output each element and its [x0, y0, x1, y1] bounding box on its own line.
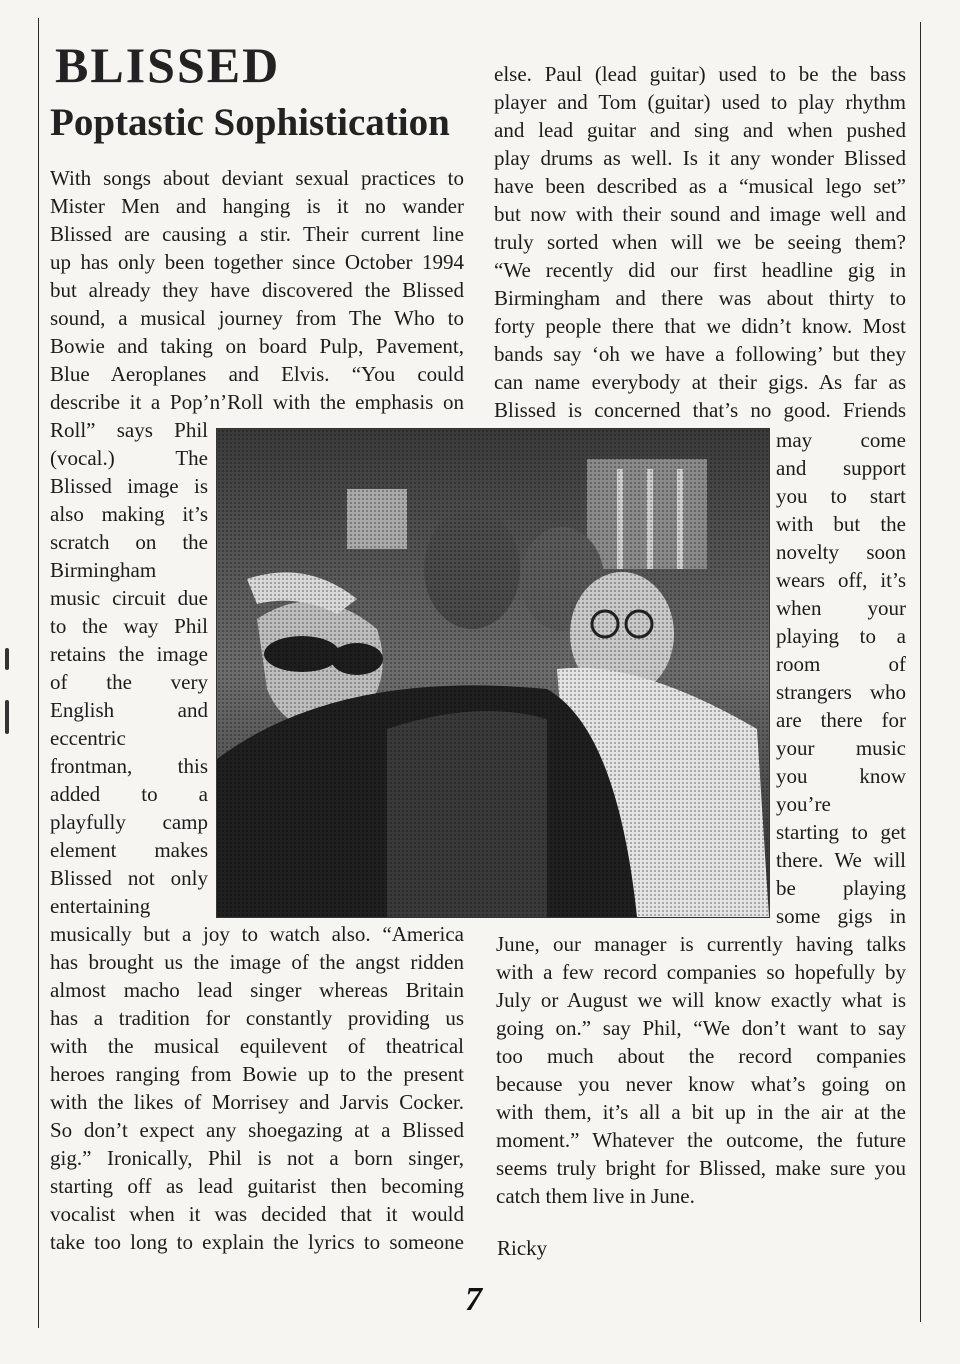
text-line: can name everybody at their gigs. As far as	[494, 370, 906, 394]
text-line: starting to get	[776, 820, 906, 844]
text-line: also making it’s	[50, 502, 208, 526]
text-line: you’re	[776, 792, 831, 816]
text-line: English and	[50, 698, 208, 722]
text-line: when your	[776, 596, 906, 620]
text-line: Blissed is concerned that’s no good. Friends	[494, 398, 906, 422]
text-line: forty people there that we didn’t know. Most	[494, 314, 906, 338]
text-line: June, our manager is currently having talks	[496, 932, 906, 956]
page-number: 7	[465, 1281, 482, 1318]
text-line: playing to a	[776, 624, 906, 648]
text-line: (vocal.) The	[50, 446, 208, 470]
text-line: scratch on the	[50, 530, 208, 554]
text-line: you to start	[776, 484, 906, 508]
text-line: Blissed not only	[50, 866, 208, 890]
text-line: but already they have discovered the Blissed	[50, 278, 464, 302]
text-line: So don’t expect any shoegazing at a Blissed	[50, 1118, 464, 1142]
text-line: bands say ‘oh we have a following’ but they	[494, 342, 906, 366]
text-line: of the very	[50, 670, 208, 694]
text-line: may come	[776, 428, 906, 452]
text-line: entertaining	[50, 894, 151, 918]
text-line: Mister Men and hanging is it no wander	[50, 194, 464, 218]
text-line: moment.” Whatever the outcome, the future	[496, 1128, 906, 1152]
text-line: playfully camp	[50, 810, 208, 834]
text-line: up has only been together since October 1994	[50, 250, 464, 274]
text-line: gig.” Ironically, Phil is not a born singer,	[50, 1146, 464, 1170]
text-line: are there for	[776, 708, 906, 732]
page-border-left	[38, 18, 39, 1328]
text-line: wears off, it’s	[776, 568, 906, 592]
text-line: play drums as well. Is it any wonder Blissed	[494, 146, 906, 170]
text-line: “We recently did our first headline gig in	[494, 258, 906, 282]
text-line: almost macho lead singer whereas Britain	[50, 978, 464, 1002]
text-line: added to a	[50, 782, 208, 806]
text-line: some gigs in	[776, 904, 906, 928]
text-line: starting off as lead guitarist then becoming	[50, 1174, 464, 1198]
band-photo-image	[217, 429, 769, 917]
article-title: BLISSED	[55, 37, 281, 93]
text-line: and lead guitar and sing and when pushed	[494, 118, 906, 142]
text-line: to the way Phil	[50, 614, 208, 638]
text-line: too much about the record companies	[496, 1044, 906, 1068]
text-line: strangers who	[776, 680, 906, 704]
text-line: take too long to explain the lyrics to someone	[50, 1230, 464, 1254]
text-line: Blissed are causing a stir. Their current line	[50, 222, 464, 246]
text-line: music circuit due	[50, 586, 208, 610]
text-line: player and Tom (guitar) used to play rhythm	[494, 90, 906, 114]
text-line: room of	[776, 652, 906, 676]
text-line: your music	[776, 736, 906, 760]
text-line: because you never know what’s going on	[496, 1072, 906, 1096]
text-line: element makes	[50, 838, 208, 862]
text-line: Birmingham and there was about thirty to	[494, 286, 906, 310]
text-line: with the likes of Morrisey and Jarvis Cocker.	[50, 1090, 464, 1114]
article-subtitle: Poptastic Sophistication	[50, 101, 450, 144]
text-line: Blissed image is	[50, 474, 208, 498]
text-line: has a tradition for constantly providing us	[50, 1006, 464, 1030]
text-line: there. We will	[776, 848, 906, 872]
text-line: with but the	[776, 512, 906, 536]
text-line: truly sorted when will we be seeing them?	[494, 230, 906, 254]
text-line: seems truly bright for Blissed, make sure you	[496, 1156, 906, 1180]
text-line: but now with their sound and image well and	[494, 202, 906, 226]
text-line: catch them live in June.	[496, 1184, 695, 1208]
text-line: going on.” say Phil, “We don’t want to say	[496, 1016, 906, 1040]
band-photo	[216, 428, 770, 918]
text-line: you know	[776, 764, 906, 788]
text-line: novelty soon	[776, 540, 906, 564]
text-line: be playing	[776, 876, 906, 900]
text-line: describe it a Pop’n’Roll with the emphasis on	[50, 390, 464, 414]
text-line: have been described as a “musical lego set”	[494, 174, 906, 198]
text-line: else. Paul (lead guitar) used to be the bass	[494, 62, 906, 86]
text-line: eccentric	[50, 726, 126, 750]
text-line: with a few record companies so hopefully by	[496, 960, 906, 984]
text-line: frontman, this	[50, 754, 208, 778]
text-line: with them, it’s all a bit up in the air at the	[496, 1100, 906, 1124]
text-line: and support	[776, 456, 906, 480]
text-line: sound, a musical journey from The Who to	[50, 306, 464, 330]
text-line: July or August we will know exactly what is	[496, 988, 906, 1012]
text-line: musically but a joy to watch also. “America	[50, 922, 464, 946]
binding-mark	[5, 648, 9, 670]
text-line: Roll” says Phil	[50, 418, 208, 442]
text-line: vocalist when it was decided that it would	[50, 1202, 464, 1226]
text-line: Bowie and taking on board Pulp, Pavement,	[50, 334, 464, 358]
binding-mark	[5, 700, 9, 734]
text-line: Blue Aeroplanes and Elvis. “You could	[50, 362, 464, 386]
text-line: with the musical equilevent of theatrical	[50, 1034, 464, 1058]
text-line: has brought us the image of the angst ridden	[50, 950, 464, 974]
text-line: Birmingham	[50, 558, 157, 582]
text-line: With songs about deviant sexual practices to	[50, 166, 464, 190]
text-line: retains the image	[50, 642, 208, 666]
byline: Ricky	[497, 1236, 548, 1260]
page-border-right	[920, 22, 921, 1322]
text-line: heroes ranging from Bowie up to the present	[50, 1062, 464, 1086]
